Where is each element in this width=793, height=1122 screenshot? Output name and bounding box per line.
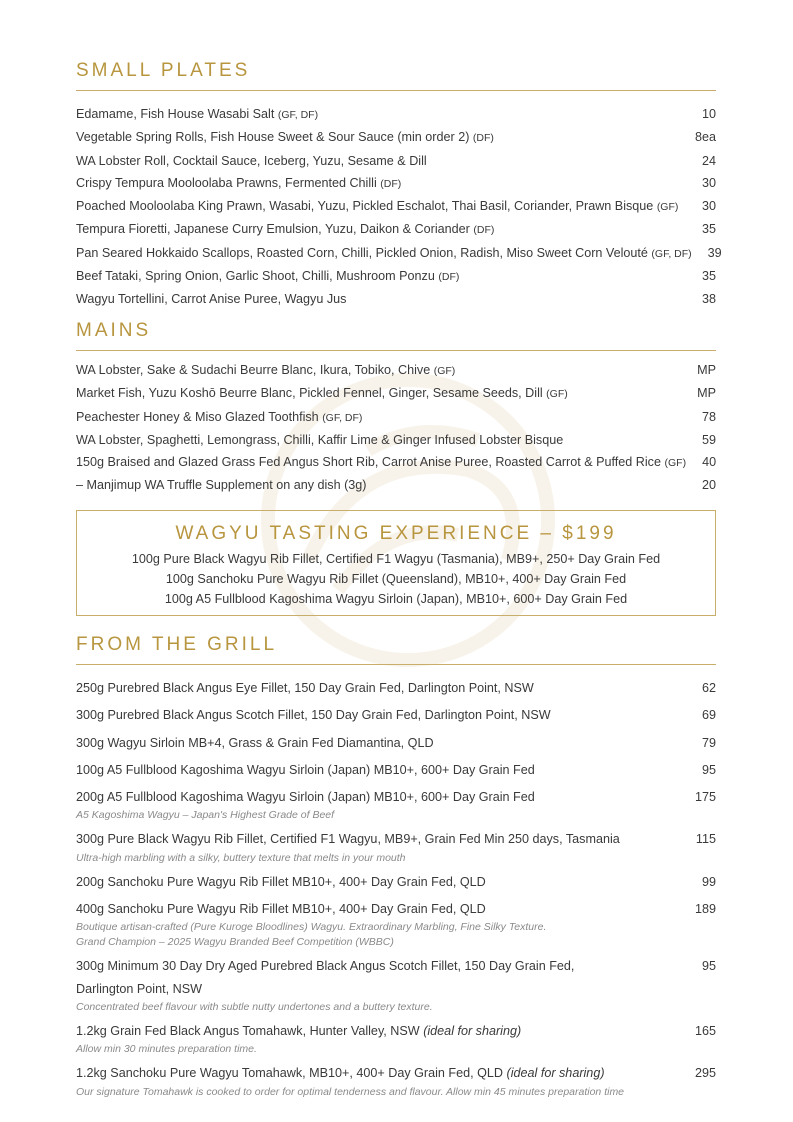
menu-item [76,451,716,474]
item-description: Boutique artisan-crafted (Pure Kuroge Bloodlines) Wagyu. Extraordinary Marbling, Fine Silky Texture. [76,921,547,934]
menu-item [76,429,716,451]
item-name-text: Tempura Fioretti, Japanese Curry Emulsion, Yuzu, Daikon & Coriander [76,222,470,237]
item-price: 39 [707,245,722,260]
item-name-text: 400g Sanchoku Pure Wagyu Rib Fillet MB10+, 400+ Day Grain Fed, QLD [76,902,486,917]
menu-item [76,265,716,288]
section-title: MAINS [76,320,716,351]
item-row [76,1020,716,1042]
item-name-text: Poached Mooloolaba King Prawn, Wasabi, Yuzu, Pickled Eschalot, Thai Basil, Coriander, Prawn Bisque [76,199,654,214]
item-name [76,677,686,699]
dietary-tag: (DF) [380,177,402,190]
item-price: 30 [701,199,716,214]
section-title: FROM THE GRILL [76,634,716,665]
item-name-text: Market Fish, Yuzu Koshō Beurre Blanc, Pickled Fennel, Ginger, Sesame Seeds, Dill [76,386,543,401]
item-name [76,474,686,496]
item-price: 40 [702,455,717,470]
item-name-text: 1.2kg Sanchoku Pure Wagyu Tomahawk, MB10+, 400+ Day Grain Fed, QLD [76,1066,504,1081]
item-name-text: 300g Purebred Black Angus Scotch Fillet, 150 Day Grain Fed, Darlington Point, NSW [76,708,551,723]
item-description: Grand Champion – 2025 Wagyu Branded Beef Competition (WBBC) [76,936,394,949]
section-small-plates [76,60,722,311]
item-price: 95 [701,959,716,974]
item-price: 79 [701,735,716,750]
item-row [76,871,716,893]
tasting-box [76,510,716,616]
item-name [76,218,686,241]
item-price: 115 [695,832,716,847]
menu-item [76,704,716,726]
item-name [76,732,686,754]
item-price: 35 [701,269,716,284]
item-price: 62 [701,681,716,695]
item-name [76,898,686,920]
item-row [76,955,716,977]
dietary-tag: (GF) [433,365,456,377]
dietary-tag: (GF, DF) [651,247,692,260]
menu-item [76,218,716,241]
item-name [76,172,686,195]
item-name [76,704,686,726]
item-row [76,759,716,781]
item-price: 165 [694,1023,716,1038]
section-mains [76,320,716,497]
item-list [76,359,716,497]
menu-item [76,242,722,265]
dietary-tag: (GF, DF) [322,411,363,424]
item-price: 24 [701,153,716,168]
dietary-tag: (DF) [473,224,495,237]
menu-item [76,288,716,310]
sharing-note: (ideal for sharing) [423,1023,522,1038]
item-name [76,1020,686,1042]
dietary-tag: (GF) [656,201,679,214]
item-price: 10 [701,107,716,121]
item-name [76,126,686,149]
item-name [76,406,686,429]
menu-item [76,898,716,950]
item-name-text: Darlington Point, NSW [76,981,202,996]
dietary-tag: (DF) [438,271,460,284]
menu-item [76,955,716,1015]
item-list [76,677,716,1100]
tasting-line: 100g Pure Black Wagyu Rib Fillet, Certified F1 Wagyu (Tasmania), MB9+, 250+ Day Grain Fed [131,552,661,566]
item-name-text: Beef Tataki, Spring Onion, Garlic Shoot, Chilli, Mushroom Ponzu [76,269,435,284]
menu-item [76,172,716,195]
item-price: 38 [701,292,716,307]
menu-item [76,195,716,218]
menu-item [76,828,716,865]
item-price: 175 [694,790,716,805]
item-name-text: 300g Minimum 30 Day Dry Aged Purebred Black Angus Scotch Fillet, 150 Day Grain Fed, [76,959,575,974]
menu-item [76,474,716,496]
item-name-text: Edamame, Fish House Wasabi Salt [76,107,275,121]
item-price: 69 [701,708,716,723]
item-name-text: 100g A5 Fullblood Kagoshima Wagyu Sirloin (Japan) MB10+, 600+ Day Grain Fed [76,762,535,777]
item-row [76,704,716,726]
item-name [76,871,686,893]
item-list [76,103,722,311]
item-name-text: Peachester Honey & Miso Glazed Toothfish [76,409,319,424]
item-price: 30 [701,175,716,190]
sharing-note: (ideal for sharing) [506,1066,605,1081]
menu-item [76,871,716,893]
menu-item [76,759,716,781]
item-name-text: Vegetable Spring Rolls, Fish House Sweet & Sour Sauce (min order 2) [76,130,470,145]
item-price: 95 [701,762,716,777]
item-name [76,288,686,310]
item-name [76,759,686,781]
item-description: Ultra-high marbling with a silky, buttery texture that melts in your mouth [76,851,406,864]
item-row-continued [76,978,716,1000]
item-row [76,828,716,850]
dietary-tag: (GF, DF) [277,109,319,121]
menu-item [76,1020,716,1057]
item-name-text: 250g Purebred Black Angus Eye Fillet, 150 Day Grain Fed, Darlington Point, NSW [76,681,534,695]
item-price: MP [697,363,716,377]
item-name-text: Pan Seared Hokkaido Scallops, Roasted Corn, Chilli, Pickled Onion, Radish, Miso Sweet Corn Velouté [76,245,648,260]
item-name [76,382,686,405]
item-price: 59 [701,432,716,447]
item-name-text: – Manjimup WA Truffle Supplement on any dish (3g) [76,478,367,493]
item-description: Concentrated beef flavour with subtle nutty undertones and a buttery texture. [76,1000,433,1013]
menu-item [76,126,716,149]
dietary-tag: (DF) [472,132,494,145]
item-name-text: Wagyu Tortellini, Carrot Anise Puree, Wagyu Jus [76,292,347,307]
item-name [76,103,686,126]
item-price: MP [697,386,716,401]
item-name [76,451,686,474]
item-name-text: 200g A5 Fullblood Kagoshima Wagyu Sirloin (Japan) MB10+, 600+ Day Grain Fed [76,790,535,805]
item-name-text: 300g Pure Black Wagyu Rib Fillet, Certified F1 Wagyu, MB9+, Grain Fed Min 250 days, Tasmania [76,832,620,847]
item-description: Allow min 30 minutes preparation time. [76,1043,257,1056]
menu-item [76,732,716,754]
menu-item [76,406,716,429]
item-description: Our signature Tomahawk is cooked to order for optimal tenderness and flavour. Allow min 45 minutes preparation time [76,1085,625,1098]
item-name [76,150,686,172]
item-name-text: WA Lobster, Spaghetti, Lemongrass, Chilli, Kaffir Lime & Ginger Infused Lobster Bisque [76,432,564,447]
dietary-tag: (GF) [546,388,568,401]
menu-item [76,359,716,382]
tasting-title: WAGYU TASTING EXPERIENCE – $199 [175,523,617,544]
item-name [76,195,686,218]
menu-item [76,103,716,126]
item-row [76,732,716,754]
item-price: 35 [701,222,716,237]
item-price: 8ea [694,130,716,145]
item-row [76,677,716,699]
item-name [76,1062,686,1084]
item-name [76,786,686,808]
item-price: 78 [701,409,716,424]
item-price: 295 [694,1066,716,1081]
tasting-line: 100g Sanchoku Pure Wagyu Rib Fillet (Queensland), MB10+, 400+ Day Grain Fed [165,572,627,586]
item-name-text: Crispy Tempura Mooloolaba Prawns, Fermented Chilli [76,175,377,190]
item-description: A5 Kagoshima Wagyu – Japan's Highest Grade of Beef [76,809,335,822]
item-name [76,828,686,850]
item-price: 189 [694,902,716,917]
menu-item [76,786,716,823]
section-title: SMALL PLATES [76,60,716,91]
item-name [76,242,692,265]
tasting-line: 100g A5 Fullblood Kagoshima Wagyu Sirloin (Japan), MB10+, 600+ Day Grain Fed [164,592,628,606]
item-name-text: WA Lobster Roll, Cocktail Sauce, Iceberg, Yuzu, Sesame & Dill [76,153,427,168]
item-name [76,955,686,977]
item-name [76,265,686,288]
item-name-text: 1.2kg Grain Fed Black Angus Tomahawk, Hunter Valley, NSW [76,1023,420,1038]
item-name [76,429,686,451]
item-row [76,786,716,808]
menu-item [76,1062,716,1099]
menu-item [76,150,716,172]
section-grill [76,634,716,1105]
dietary-tag: (GF) [664,457,687,470]
menu-item [76,382,716,405]
menu-item [76,677,716,699]
item-price: 20 [701,478,716,493]
item-price: 99 [701,874,716,889]
item-row [76,1062,716,1084]
item-row [76,898,716,920]
item-name-text: 200g Sanchoku Pure Wagyu Rib Fillet MB10+, 400+ Day Grain Fed, QLD [76,874,486,889]
item-name-text: WA Lobster, Sake & Sudachi Beurre Blanc, Ikura, Tobiko, Chive [76,363,431,377]
item-name [76,359,686,382]
item-name-text: 150g Braised and Glazed Grass Fed Angus Short Rib, Carrot Anise Puree, Roasted Carrot & Puffed Rice [76,455,661,470]
item-name-text: 300g Wagyu Sirloin MB+4, Grass & Grain Fed Diamantina, QLD [76,735,434,750]
